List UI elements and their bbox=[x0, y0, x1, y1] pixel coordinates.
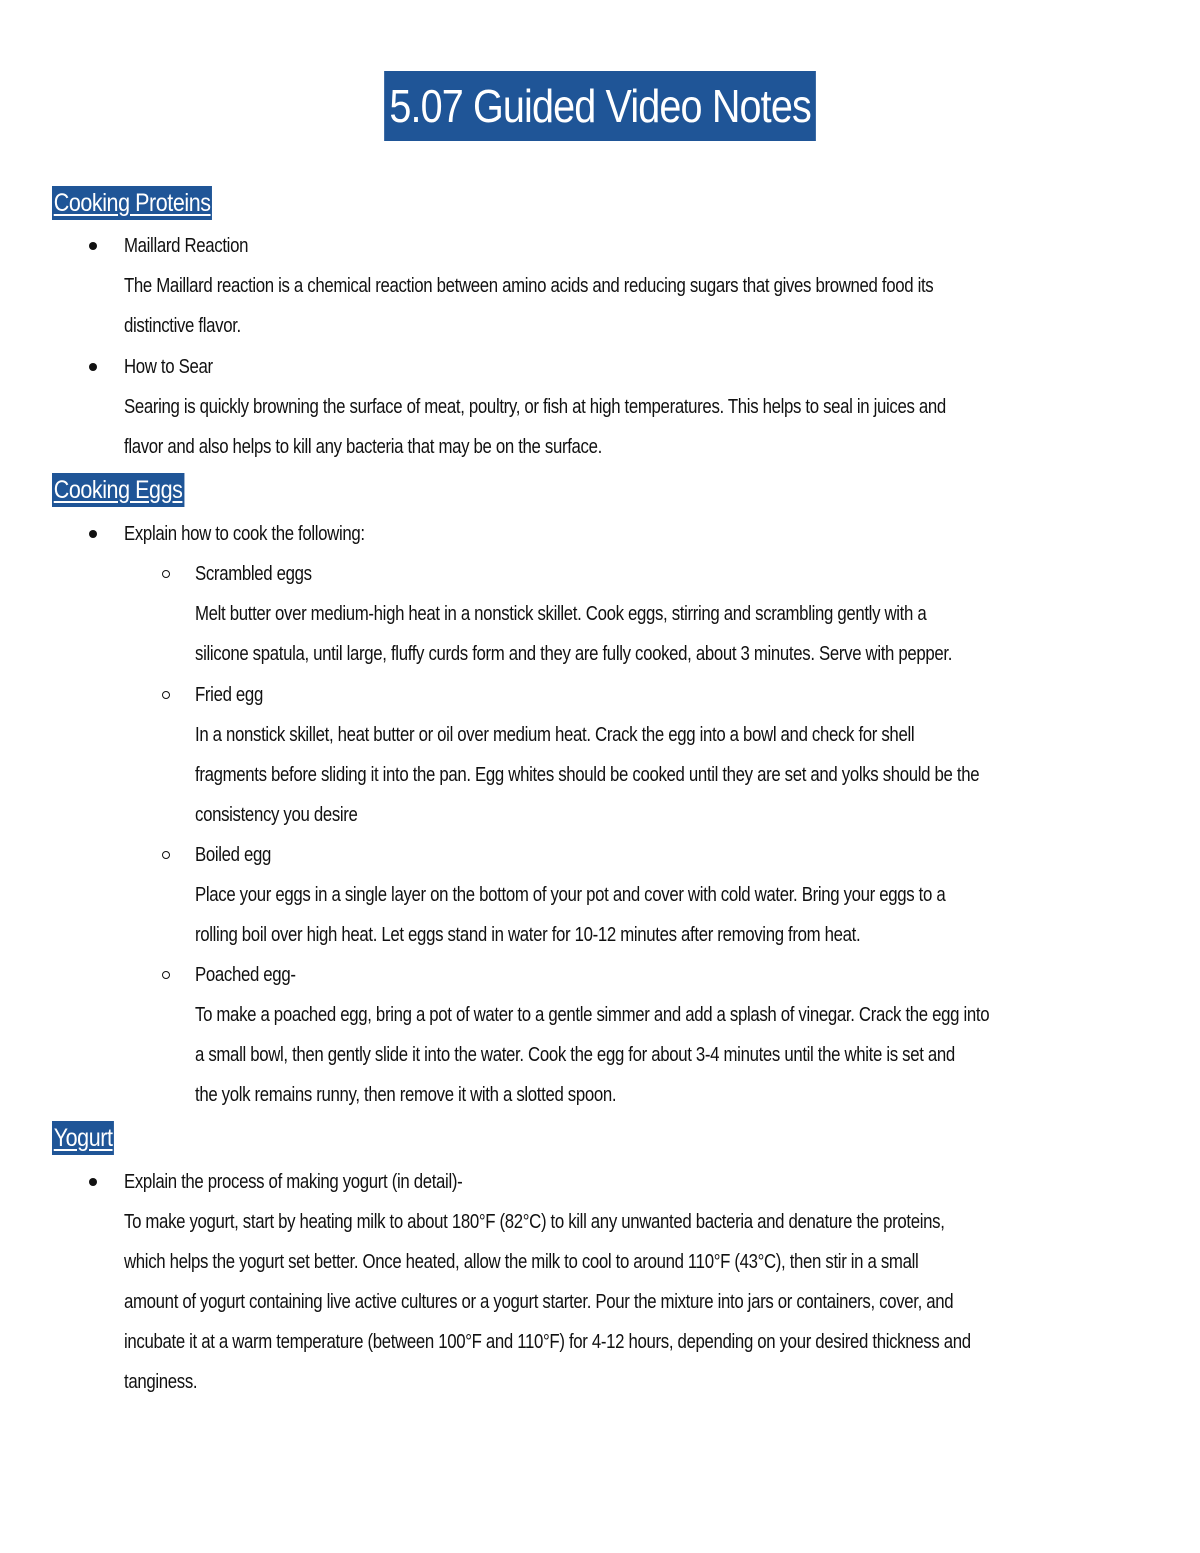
fried-text-line-3: consistency you desire bbox=[195, 804, 358, 826]
maillard-text-line-2: distinctive flavor. bbox=[124, 315, 241, 337]
heading-yogurt: Yogurt bbox=[52, 1121, 114, 1155]
boiled-label: Boiled egg bbox=[195, 844, 272, 866]
yogurt-text-line-2: which helps the yogurt set better. Once heated, allow the milk to cool to around 110°F (43°C), then stir in a small bbox=[124, 1251, 919, 1273]
poached-label: Poached egg- bbox=[195, 964, 296, 986]
scrambled-label: Scrambled eggs bbox=[195, 563, 312, 585]
sear-text-line-1: Searing is quickly browning the surface of meat, poultry, or fish at high temperatures. This helps to seal in juices and bbox=[124, 396, 946, 418]
scrambled-text-line-2: silicone spatula, until large, fluffy curds form and they are fully cooked, about 3 minutes. Serve with pepper. bbox=[195, 643, 953, 665]
scrambled-text-line-1: Melt butter over medium-high heat in a nonstick skillet. Cook eggs, stirring and scrambling gently with a bbox=[195, 603, 927, 625]
page-title: 5.07 Guided Video Notes bbox=[384, 71, 816, 141]
fried-text-line-2: fragments before sliding it into the pan. Egg whites should be cooked until they are set and yolks should be the bbox=[195, 764, 980, 786]
yogurt-text-line-4: incubate it at a warm temperature (between 100°F and 110°F) for 4-12 hours, depending on your desired thickness and bbox=[124, 1331, 971, 1353]
hollow-bullet-icon bbox=[162, 570, 170, 578]
bullet-icon bbox=[89, 1178, 97, 1186]
sear-text-line-2: flavor and also helps to kill any bacteria that may be on the surface. bbox=[124, 436, 602, 458]
fried-label: Fried egg bbox=[195, 684, 263, 706]
boiled-text-line-1: Place your eggs in a single layer on the bottom of your pot and cover with cold water. Bring your eggs to a bbox=[195, 884, 946, 906]
bullet-icon bbox=[89, 363, 97, 371]
heading-cooking-proteins: Cooking Proteins bbox=[52, 186, 212, 220]
title-container bbox=[0, 71, 1200, 141]
yogurt-text-line-1: To make yogurt, start by heating milk to about 180°F (82°C) to kill any unwanted bacteria and denature the proteins, bbox=[124, 1211, 945, 1233]
heading-cooking-eggs: Cooking Eggs bbox=[52, 473, 184, 507]
maillard-label: Maillard Reaction bbox=[124, 235, 249, 257]
yogurt-prompt: Explain the process of making yogurt (in detail)- bbox=[124, 1171, 463, 1193]
eggs-prompt: Explain how to cook the following: bbox=[124, 523, 365, 545]
maillard-text-line-1: The Maillard reaction is a chemical reaction between amino acids and reducing sugars that gives browned food its bbox=[124, 275, 934, 297]
bullet-icon bbox=[89, 530, 97, 538]
hollow-bullet-icon bbox=[162, 851, 170, 859]
poached-text-line-2: a small bowl, then gently slide it into the water. Cook the egg for about 3-4 minutes until the white is set and bbox=[195, 1044, 955, 1066]
sear-label: How to Sear bbox=[124, 356, 213, 378]
poached-text-line-3: the yolk remains runny, then remove it with a slotted spoon. bbox=[195, 1084, 617, 1106]
yogurt-text-line-3: amount of yogurt containing live active cultures or a yogurt starter. Pour the mixture into jars or containers, cover, and bbox=[124, 1291, 954, 1313]
hollow-bullet-icon bbox=[162, 691, 170, 699]
boiled-text-line-2: rolling boil over high heat. Let eggs stand in water for 10-12 minutes after removing from heat. bbox=[195, 924, 861, 946]
hollow-bullet-icon bbox=[162, 971, 170, 979]
yogurt-text-line-5: tanginess. bbox=[124, 1371, 198, 1393]
fried-text-line-1: In a nonstick skillet, heat butter or oil over medium heat. Crack the egg into a bowl and check for shell bbox=[195, 724, 915, 746]
bullet-icon bbox=[89, 242, 97, 250]
poached-text-line-1: To make a poached egg, bring a pot of water to a gentle simmer and add a splash of vinegar. Crack the egg into bbox=[195, 1004, 990, 1026]
